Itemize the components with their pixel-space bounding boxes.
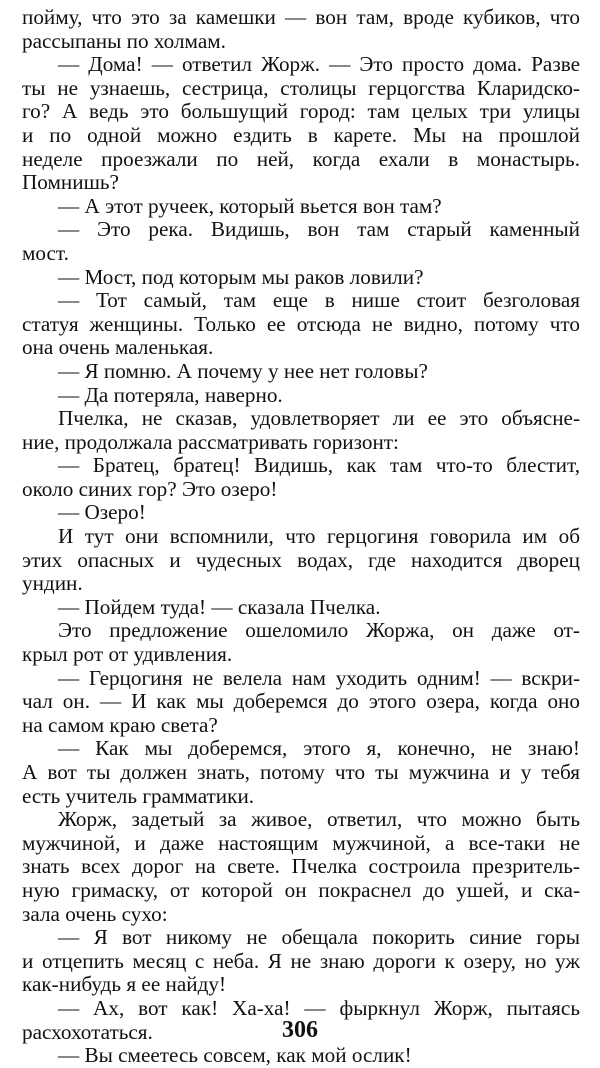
text-line: ную гримаску, от которой он покраснел до ушей, и ска- xyxy=(22,878,580,902)
text-line: есть учитель грамматики. xyxy=(22,784,255,808)
text-line: Пчелка, не сказав, удовлетворяет ли ее это объясне- xyxy=(58,407,580,431)
text-line: И тут они вспомнили, что герцогиня говорила им об xyxy=(58,525,580,549)
text-line: — Братец, братец! Видишь, как там что-то блестит, xyxy=(58,454,580,478)
text-line: пойму, что это за камешки — вон там, вроде кубиков, что xyxy=(22,6,580,29)
text-line: — Да потеряла, наверно. xyxy=(58,383,283,407)
text-line: и отцепить месяц с неба. Я не знаю дороги к озеру, но уж xyxy=(22,949,580,973)
text-line: зала очень сухо: xyxy=(22,902,168,926)
text-line: Это предложение ошеломило Жоржа, он даже от- xyxy=(58,619,580,643)
text-line: этих опасных и чудесных водах, где находится дворец xyxy=(22,548,580,572)
text-line: статуя женщины. Только ее отсюда не видно, потому что xyxy=(22,312,580,336)
page-number: 306 xyxy=(282,1017,318,1043)
text-line: рассыпаны по холмам. xyxy=(22,29,226,53)
text-line: как-нибудь я ее найду! xyxy=(22,973,227,997)
text-line: расхохотаться. xyxy=(22,1020,153,1044)
text-line: чал он. — И как мы доберемся до этого озера, когда оно xyxy=(22,690,580,714)
text-line: — Ах, вот как! Ха-ха! — фыркнул Жорж, пытаясь xyxy=(58,996,580,1020)
text-line: мост. xyxy=(22,241,69,265)
text-line: го? А ведь это большущий город: там целых три улицы xyxy=(22,100,580,124)
text-line: знать всех дорог на свете. Пчелка состроила презритель- xyxy=(22,855,580,879)
text-line: ундин. xyxy=(22,572,83,596)
text-line: — Мост, под которым мы раков ловили? xyxy=(58,265,424,289)
text-line: — Дома! — ответил Жорж. — Это просто дома. Разве xyxy=(58,53,580,77)
text-line: — Я вот никому не обещала покорить синие горы xyxy=(58,926,580,950)
text-line: — А этот ручеек, который вьется вон там? xyxy=(58,194,442,218)
text-line: около синих гор? Это озеро! xyxy=(22,477,278,501)
text-line: на самом краю света? xyxy=(22,713,218,737)
text-line: — Вы смеетесь совсем, как мой ослик! xyxy=(58,1044,412,1068)
text-line: Помнишь? xyxy=(22,171,119,195)
text-line: — Я помню. А почему у нее нет головы? xyxy=(58,359,428,383)
text-line: А вот ты должен знать, потому что ты мужчина и у тебя xyxy=(22,761,580,784)
text-line: — Озеро! xyxy=(58,501,146,525)
text-line: — Герцогиня не велела нам уходить одним! — вскри- xyxy=(58,666,580,690)
text-line: — Тот самый, там еще в нише стоит безголовая xyxy=(58,289,580,313)
text-line: и по одной можно ездить в карете. Мы на прошлой xyxy=(22,123,580,147)
text-line: ние, продолжала рассматривать горизонт: xyxy=(22,430,399,454)
text-line: — Пойдем туда! — сказала Пчелка. xyxy=(58,595,381,619)
text-line: — Как мы доберемся, этого я, конечно, не знаю! xyxy=(58,737,580,761)
text-line: мужчиной, и даже настоящим мужчиной, а все-таки не xyxy=(22,831,580,855)
text-line: она очень маленькая. xyxy=(22,336,214,360)
text-line: Жорж, задетый за живое, ответил, что можно быть xyxy=(58,808,580,832)
text-line: крыл рот от удивления. xyxy=(22,643,233,667)
text-line: — Это река. Видишь, вон там старый каменный xyxy=(58,218,580,242)
text-line: ты не узнаешь, сестрица, столицы герцогства Кларидско- xyxy=(22,76,580,100)
text-line: неделе проезжали по ней, когда ехали в монастырь. xyxy=(22,147,580,171)
page-body xyxy=(22,6,580,1068)
